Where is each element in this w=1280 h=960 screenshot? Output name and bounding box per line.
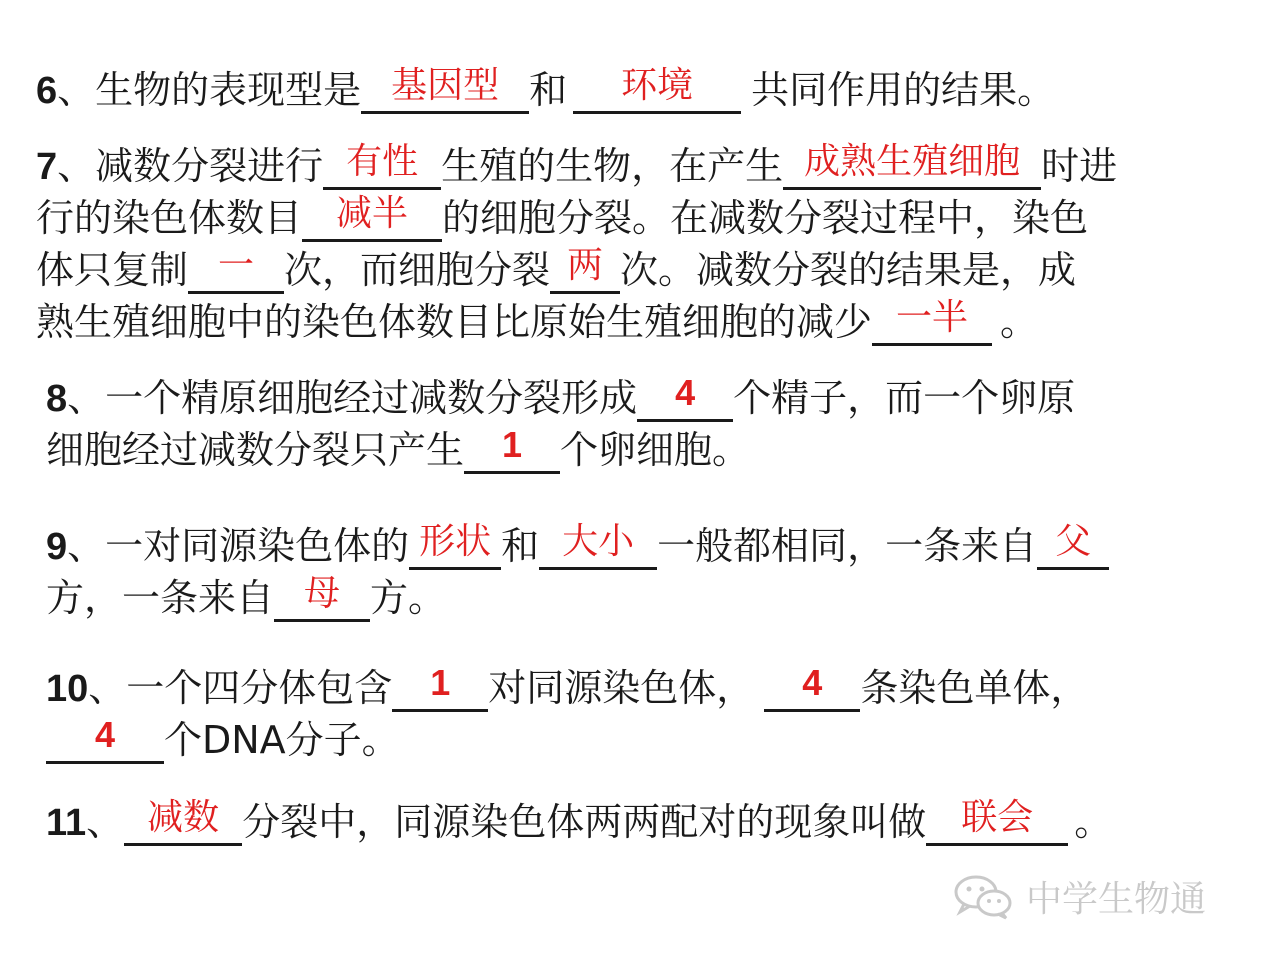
question-number: 8 [46,378,68,420]
answer-blank [783,141,1041,190]
question-text: 。 [1074,800,1113,844]
answer-blank [392,662,488,712]
question-9 [46,520,1109,624]
answer-blank [637,372,733,422]
question-text: 生殖的生物，在产生 [441,144,784,188]
question-7 [36,140,1117,348]
answer-text: 两 [567,245,604,286]
question-text: 个DNA分子。 [164,718,400,762]
answer-blank [361,65,529,114]
question-6 [36,62,1055,118]
answer-text: 4 [802,662,823,703]
question-text: 熟生殖细胞中的染色体数目比原始生殖细胞的减少 [36,300,873,344]
question-text: 细胞经过减数分裂只产生 [46,428,465,472]
answer-blank [764,662,860,712]
question-text: 个卵细胞。 [560,428,751,472]
answer-blank [46,714,164,764]
answer-blank [302,193,442,242]
watermark [952,872,1206,920]
answer-text: 形状 [419,521,492,562]
question-text: 个精子，而一个卵原 [733,376,1076,420]
answer-blank [1037,521,1109,570]
question-text: 、 [86,800,125,844]
question-text: 次。减数分裂的结果是，成 [620,248,1077,292]
answer-text: 一半 [896,297,969,338]
question-text: 行的染色体数目 [36,196,303,240]
question-text: 一般都相同，一条来自 [657,524,1038,568]
answer-text: 联会 [961,797,1034,838]
answer-text: 父 [1055,521,1092,562]
answer-text: 减半 [336,193,409,234]
wechat-icon [952,872,1016,920]
answer-blank [539,521,657,570]
answer-text: 母 [304,573,341,614]
answer-text: 减数 [147,797,220,838]
question-text: 、一个四分体包含 [88,666,393,710]
answer-text: 1 [430,662,451,703]
question-text: 、一对同源染色体的 [67,524,410,568]
question-text: 和 [529,68,568,112]
question-text: 分裂中，同源染色体两两配对的现象叫做 [242,800,927,844]
question-text: 和 [501,524,540,568]
answer-text: 环境 [621,65,694,106]
question-text: 、生物的表现型是 [57,68,362,112]
question-number: 11 [46,802,87,844]
answer-blank [124,797,242,846]
answer-blank [188,245,284,294]
question-text: 时进 [1041,144,1118,188]
answer-text: 成熟生殖细胞 [804,141,1021,182]
answer-blank [550,245,620,294]
question-text: 、一个精原细胞经过减数分裂形成 [67,376,638,420]
question-text: 次，而细胞分裂 [284,248,551,292]
question-text: 的细胞分裂。在减数分裂过程中，染色 [442,196,1089,240]
question-number: 10 [46,668,89,710]
answer-blank [926,797,1068,846]
question-text: 方，一条来自 [46,576,275,620]
question-number: 6 [36,70,58,112]
watermark-text: 中学生物通 [1026,878,1207,920]
answer-blank [872,297,992,346]
question-text: 条染色单体， [860,666,1089,710]
question-11 [46,794,1112,850]
answer-blank [274,573,370,622]
question-text: 体只复制 [36,248,189,292]
answer-text: 4 [94,714,116,755]
answer-text: 有性 [346,141,419,182]
question-text: 共同作用的结果。 [751,68,1056,112]
question-text: 方。 [370,576,447,620]
question-8 [46,372,1075,476]
answer-text: 基因型 [391,65,500,106]
answer-blank [409,521,501,570]
question-text: 、减数分裂进行 [57,144,324,188]
question-text: 对同源染色体， [488,666,755,710]
question-number: 7 [36,146,58,188]
answer-text: 一 [218,245,255,286]
answer-blank [323,141,441,190]
question-text: 。 [1000,300,1039,344]
question-10 [46,662,1088,766]
question-number: 9 [46,526,68,568]
answer-blank [573,65,741,114]
answer-text: 1 [502,424,523,465]
answer-text: 大小 [562,521,635,562]
answer-text: 4 [675,372,696,413]
answer-blank [464,424,560,474]
